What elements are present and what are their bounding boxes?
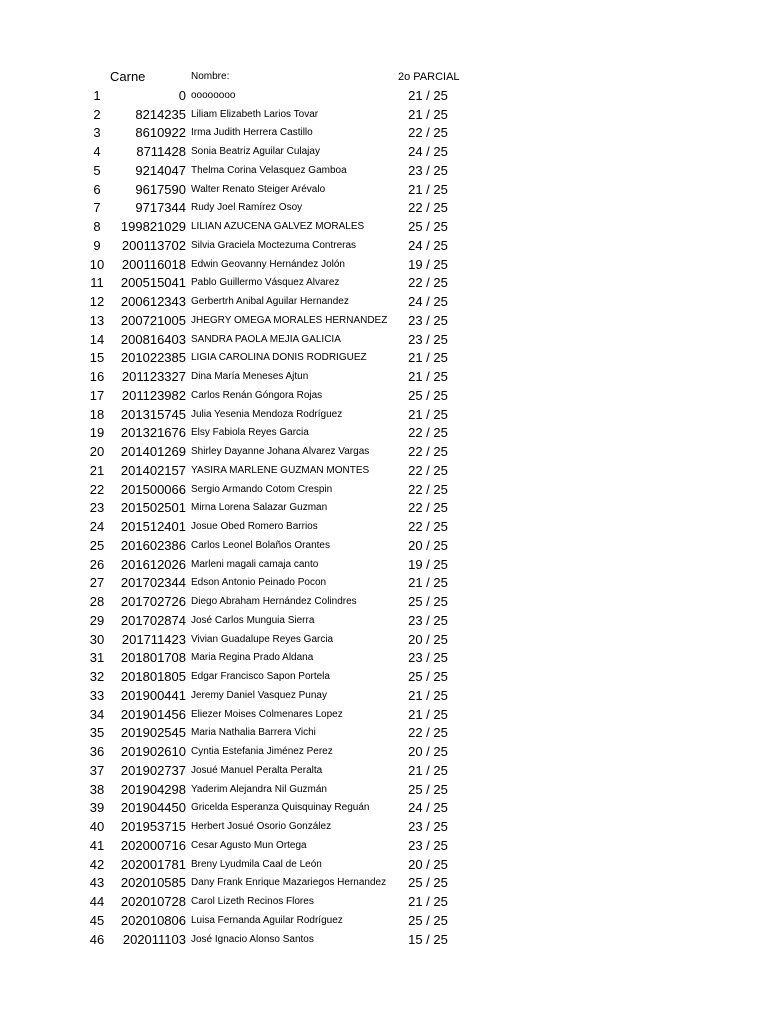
nombre-cell: LIGIA CAROLINA DONIS RODRIGUEZ [191, 352, 367, 364]
grade-cell: 21 / 25 [408, 106, 448, 122]
row-number: 26 [89, 556, 105, 572]
carne-cell: 201711423 [121, 631, 186, 647]
table-row [0, 274, 768, 293]
nombre-cell: Sonia Beatriz Aguilar Culajay [191, 146, 320, 157]
carne-cell: 201801708 [120, 650, 186, 666]
nombre-cell: José Carlos Munguia Sierra [191, 614, 315, 626]
grade-cell: 21 / 25 [408, 687, 448, 703]
nombre-cell: Liliam Elizabeth Larios Tovar [191, 108, 319, 120]
carne-cell: 201612026 [120, 556, 186, 572]
carne-cell: 201123327 [121, 369, 186, 384]
carne-cell: 8711428 [136, 144, 186, 159]
table-row [0, 218, 768, 237]
nombre-cell: Shirley Dayanne Johana Alvarez Vargas [191, 446, 370, 457]
table-row [0, 124, 768, 143]
carne-cell: 201402157 [120, 462, 186, 478]
carne-header: Carne [110, 69, 146, 84]
student-rows [0, 87, 768, 950]
carne-cell: 202010585 [120, 875, 186, 891]
carne-cell: 200515041 [120, 275, 186, 291]
row-number: 44 [89, 894, 105, 909]
grade-cell: 21 / 25 [408, 894, 448, 909]
nombre-cell: Gerbertrh Anibal Aguilar Hernandez [191, 296, 349, 307]
row-number: 24 [89, 519, 105, 534]
carne-cell: 202011103 [122, 931, 186, 947]
row-number: 12 [89, 294, 105, 309]
carne-cell: 199821029 [120, 219, 186, 234]
nombre-cell: Marleni magali camaja canto [191, 558, 319, 570]
nombre-cell: Silvia Graciela Moctezuma Contreras [191, 239, 357, 251]
grade-cell: 21 / 25 [408, 369, 448, 384]
grade-cell: 22 / 25 [408, 725, 448, 741]
grade-cell: 24 / 25 [408, 144, 448, 159]
table-row [0, 706, 768, 725]
row-number: 4 [93, 144, 101, 159]
row-number: 9 [93, 237, 101, 253]
grade-cell: 22 / 25 [408, 519, 448, 534]
nombre-cell: Dina María Meneses Ajtun [191, 371, 309, 382]
nombre-cell: Walter Renato Steiger Arévalo [191, 183, 326, 195]
table-row [0, 499, 768, 518]
carne-cell: 9717344 [135, 200, 186, 216]
row-number: 21 [89, 462, 105, 478]
carne-cell: 201315745 [120, 406, 186, 422]
table-row [0, 874, 768, 893]
grade-cell: 21 / 25 [408, 762, 448, 778]
nombre-cell: Yaderim Alejandra Nil Guzmán [191, 783, 327, 795]
row-number: 8 [93, 219, 101, 234]
nombre-cell: Dany Frank Enrique Mazariegos Hernandez [191, 877, 387, 889]
row-number: 42 [89, 856, 105, 872]
row-number: 6 [93, 181, 101, 197]
carne-cell: 201904298 [120, 781, 186, 797]
row-number: 17 [89, 387, 105, 403]
carne-cell: 201702726 [120, 594, 186, 609]
table-row [0, 799, 768, 818]
grade-cell: 25 / 25 [408, 875, 448, 891]
table-row [0, 612, 768, 631]
grade-cell: 15 / 25 [408, 931, 448, 947]
grade-cell: 25 / 25 [408, 219, 448, 234]
table-row [0, 668, 768, 687]
table-row [0, 443, 768, 462]
nombre-cell: Sergio Armando Cotom Crespin [191, 483, 333, 495]
nombre-cell: Mirna Lorena Salazar Guzman [191, 502, 328, 514]
nombre-cell: Julia Yesenia Mendoza Rodríguez [191, 408, 343, 420]
carne-cell: 200816403 [120, 331, 186, 347]
nombre-cell: Gricelda Esperanza Quisquinay Reguán [191, 802, 370, 814]
grade-cell: 21 / 25 [408, 575, 448, 591]
nombre-cell: Herbert Josué Osorio González [191, 821, 332, 832]
nombre-cell: Edgar Francisco Sapon Portela [191, 671, 330, 682]
grade-cell: 24 / 25 [408, 237, 448, 253]
row-number: 5 [93, 162, 101, 178]
row-number: 19 [89, 425, 105, 441]
grade-cell: 23 / 25 [408, 837, 448, 853]
nombre-cell: José Ignacio Alonso Santos [191, 933, 314, 945]
carne-cell: 201602386 [120, 537, 186, 553]
carne-cell: 9617590 [135, 181, 186, 197]
row-number: 35 [89, 725, 105, 741]
row-number: 36 [89, 744, 105, 759]
table-row [0, 349, 768, 368]
row-number: 25 [89, 537, 105, 553]
table-row [0, 574, 768, 593]
nombre-cell: Maria Regina Prado Aldana [191, 652, 314, 664]
nombre-cell: Edson Antonio Peinado Pocon [191, 577, 327, 589]
carne-cell: 202010806 [120, 912, 186, 928]
table-row [0, 256, 768, 275]
carne-cell: 0 [178, 87, 186, 103]
row-number: 45 [89, 912, 105, 928]
row-number: 41 [89, 837, 105, 853]
table-row [0, 556, 768, 575]
table-row [0, 893, 768, 912]
row-number: 13 [89, 312, 105, 328]
row-number: 16 [89, 369, 105, 384]
table-row [0, 912, 768, 931]
carne-cell: 201902737 [120, 762, 186, 778]
grade-cell: 21 / 25 [408, 87, 448, 103]
carne-cell: 200113702 [121, 237, 186, 253]
nombre-cell: Elsy Fabiola Reyes Garcia [191, 427, 309, 439]
carne-cell: 8214235 [135, 106, 186, 122]
row-number: 2 [93, 106, 101, 122]
grade-cell: 25 / 25 [408, 912, 448, 928]
nombre-cell: Josué Manuel Peralta Peralta [191, 764, 323, 776]
row-number: 28 [89, 594, 105, 609]
nombre-cell: Carlos Renán Góngora Rojas [191, 389, 323, 401]
nombre-cell: Rudy Joel Ramírez Osoy [191, 202, 303, 214]
carne-cell: 202000716 [120, 837, 186, 853]
nombre-cell: YASIRA MARLENE GUZMAN MONTES [191, 464, 370, 476]
nombre-cell: Irma Judith Herrera Castillo [191, 127, 313, 139]
row-number: 10 [89, 256, 105, 272]
table-row [0, 387, 768, 406]
table-row [0, 481, 768, 500]
table-row [0, 312, 768, 331]
carne-cell: 201702874 [120, 612, 186, 628]
table-row [0, 162, 768, 181]
grade-cell: 19 / 25 [408, 256, 448, 272]
table-row [0, 106, 768, 125]
table-row [0, 368, 768, 387]
table-row [0, 518, 768, 537]
nombre-cell: JHEGRY OMEGA MORALES HERNANDEZ [191, 314, 388, 326]
nombre-cell: Pablo Guillermo Vásquez Alvarez [191, 277, 340, 289]
carne-cell: 202001781 [120, 856, 186, 872]
carne-cell: 200116018 [121, 256, 186, 272]
row-number: 39 [89, 800, 105, 816]
grade-cell: 22 / 25 [408, 444, 448, 459]
carne-cell: 201904450 [120, 800, 186, 816]
row-number: 27 [89, 575, 105, 591]
carne-cell: 201123982 [121, 387, 186, 403]
grade-cell: 22 / 25 [408, 125, 448, 141]
nombre-cell: Luisa Fernanda Aguilar Rodríguez [191, 914, 343, 926]
carne-cell: 8610922 [135, 125, 186, 141]
grade-cell: 23 / 25 [408, 312, 448, 328]
grade-cell: 25 / 25 [408, 669, 448, 684]
table-row [0, 743, 768, 762]
row-number: 34 [89, 706, 105, 722]
grade-cell: 22 / 25 [408, 462, 448, 478]
table-row [0, 781, 768, 800]
table-row [0, 837, 768, 856]
row-number: 32 [89, 669, 105, 684]
carne-cell: 201022385 [120, 350, 186, 366]
table-row [0, 199, 768, 218]
carne-cell: 201902610 [120, 744, 186, 759]
carne-cell: 201502501 [120, 500, 186, 516]
row-number: 20 [89, 444, 105, 459]
carne-cell: 9214047 [135, 162, 186, 178]
row-number: 1 [93, 87, 101, 103]
table-row [0, 762, 768, 781]
row-number: 29 [89, 612, 105, 628]
nombre-cell: Thelma Corina Velasquez Gamboa [191, 164, 347, 176]
table-row [0, 631, 768, 650]
table-row [0, 593, 768, 612]
row-number: 31 [89, 650, 105, 666]
grade-cell: 21 / 25 [408, 706, 448, 722]
row-number: 43 [89, 875, 105, 891]
nombre-cell: Carlos Leonel Bolaños Orantes [191, 539, 330, 551]
carne-cell: 201512401 [120, 519, 186, 534]
grade-cell: 24 / 25 [408, 294, 448, 309]
grade-cell: 20 / 25 [408, 744, 448, 759]
carne-cell: 201901456 [120, 706, 186, 722]
row-number: 23 [89, 500, 105, 516]
row-number: 40 [89, 819, 105, 834]
carne-cell: 201953715 [120, 819, 186, 834]
nombre-cell: Diego Abraham Hernández Colindres [191, 596, 357, 607]
carne-cell: 201801805 [120, 669, 186, 684]
nombre-cell: Carol Lizeth Recinos Flores [191, 896, 314, 907]
grade-cell: 20 / 25 [408, 631, 448, 647]
nombre-cell: Vivian Guadalupe Reyes Garcia [191, 633, 334, 645]
row-number: 14 [89, 331, 105, 347]
grade-cell: 21 / 25 [408, 350, 448, 366]
nombre-cell: LILIAN AZUCENA GALVEZ MORALES [191, 221, 365, 232]
parcial-header: 2o PARCIAL [398, 71, 460, 83]
row-number: 46 [89, 931, 105, 947]
row-number: 18 [89, 406, 105, 422]
table-row [0, 143, 768, 162]
nombre-cell: Cesar Agusto Mun Ortega [191, 839, 307, 851]
table-row [0, 687, 768, 706]
grade-cell: 22 / 25 [408, 425, 448, 441]
nombre-cell: Eliezer Moises Colmenares Lopez [191, 708, 343, 720]
grade-cell: 21 / 25 [408, 181, 448, 197]
grade-cell: 20 / 25 [408, 537, 448, 553]
grade-cell: 22 / 25 [408, 481, 448, 497]
grade-cell: 25 / 25 [408, 594, 448, 609]
table-row [0, 406, 768, 425]
row-number: 37 [89, 762, 105, 778]
row-number: 38 [89, 781, 105, 797]
table-row [0, 462, 768, 481]
carne-cell: 201702344 [120, 575, 186, 591]
table-row [0, 87, 768, 106]
grades-sheet [0, 68, 768, 949]
table-row [0, 724, 768, 743]
nombre-cell: Maria Nathalia Barrera Vichi [191, 727, 316, 739]
table-row [0, 293, 768, 312]
grade-cell: 19 / 25 [408, 556, 448, 572]
nombre-cell: Josue Obed Romero Barrios [191, 521, 318, 532]
table-row [0, 931, 768, 950]
grade-cell: 25 / 25 [408, 781, 448, 797]
carne-cell: 201902545 [120, 725, 186, 741]
table-row [0, 649, 768, 668]
grade-cell: 23 / 25 [408, 819, 448, 834]
carne-cell: 200612343 [120, 294, 186, 309]
nombre-cell: Breny Lyudmila Caal de León [191, 858, 322, 870]
grade-cell: 22 / 25 [408, 200, 448, 216]
table-row [0, 237, 768, 256]
grade-cell: 23 / 25 [408, 650, 448, 666]
nombre-header: Nombre: [191, 71, 230, 82]
table-row [0, 856, 768, 875]
carne-cell: 200721005 [120, 312, 186, 328]
table-row [0, 424, 768, 443]
carne-cell: 201500066 [120, 481, 186, 497]
grade-cell: 20 / 25 [408, 856, 448, 872]
carne-cell: 201900441 [120, 687, 186, 703]
carne-cell: 201321676 [120, 425, 186, 441]
row-number: 11 [90, 275, 104, 291]
table-row [0, 537, 768, 556]
row-number: 30 [89, 631, 105, 647]
row-number: 15 [89, 350, 105, 366]
table-row [0, 331, 768, 350]
nombre-cell: oooooooo [191, 89, 236, 101]
grade-cell: 24 / 25 [408, 800, 448, 816]
grade-cell: 22 / 25 [408, 275, 448, 291]
row-number: 22 [89, 481, 105, 497]
row-number: 7 [93, 200, 101, 216]
grade-cell: 21 / 25 [408, 406, 448, 422]
nombre-cell: Jeremy Daniel Vasquez Punay [191, 689, 327, 701]
table-row [0, 181, 768, 200]
nombre-cell: Edwin Geovanny Hernández Jolón [191, 258, 345, 270]
grade-cell: 22 / 25 [408, 500, 448, 516]
grade-cell: 23 / 25 [408, 612, 448, 628]
row-number: 3 [93, 125, 101, 141]
header-row [0, 68, 768, 87]
grade-cell: 23 / 25 [408, 331, 448, 347]
table-row [0, 818, 768, 837]
row-number: 33 [89, 687, 105, 703]
nombre-cell: SANDRA PAOLA MEJIA GALICIA [191, 333, 341, 345]
grade-cell: 25 / 25 [408, 387, 448, 403]
carne-cell: 202010728 [120, 894, 186, 909]
nombre-cell: Cyntia Estefania Jiménez Perez [191, 746, 333, 757]
grade-cell: 23 / 25 [408, 162, 448, 178]
carne-cell: 201401269 [120, 444, 186, 459]
